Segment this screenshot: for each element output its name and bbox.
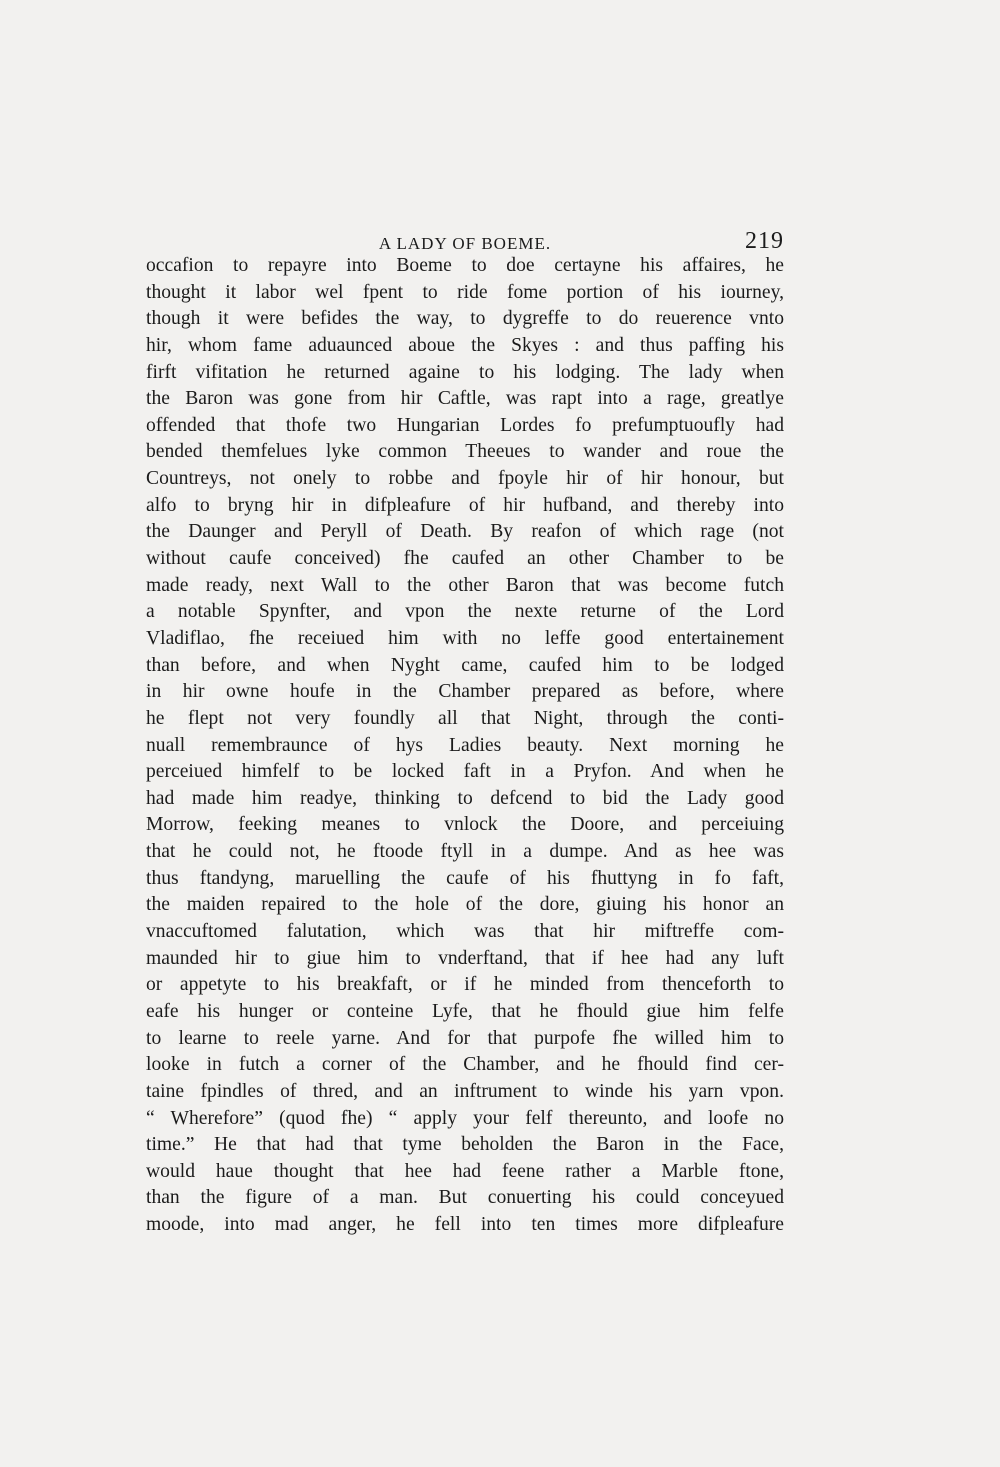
text-line: nuall remembraunce of hys Ladies beauty. Next morning he [146,734,784,756]
text-line: a notable Spynfter, and vpon the nexte returne of the Lord [146,601,784,623]
text-line: than the figure of a man. But conuerting his could conceyued [146,1187,784,1209]
text-line: “ Wherefore” (quod fhe) “ apply your felf thereunto, and loofe no [146,1107,784,1129]
text-line: he flept not very foundly all that Night, through the conti- [146,707,784,729]
text-line: moode, into mad anger, he fell into ten times more difpleafure [146,1214,784,1236]
text-line: without caufe conceived) fhe caufed an other Chamber to be [146,548,784,570]
text-line: Morrow, feeking meanes to vnlock the Doore, and perceiuing [146,814,784,836]
text-line: the Baron was gone from hir Caftle, was rapt into a rage, greatlye [146,388,784,410]
text-line: time.” He that had that tyme beholden the Baron in the Face, [146,1134,784,1156]
text-line: the maiden repaired to the hole of the dore, giuing his honor an [146,894,784,916]
text-line: or appetyte to his breakfaft, or if he minded from thenceforth to [146,974,784,996]
text-line: offended that thofe two Hungarian Lordes fo prefumptuoufly had [146,414,784,436]
text-line: thought it labor wel fpent to ride fome portion of his iourney, [146,281,784,303]
text-line: had made him readye, thinking to defcend to bid the Lady good [146,787,784,809]
text-line: Countreys, not onely to robbe and fpoyle hir of hir honour, but [146,468,784,490]
text-line: than before, and when Nyght came, caufed him to be lodged [146,654,784,676]
text-line: alfo to bryng hir in difpleafure of hir hufband, and thereby into [146,494,784,516]
text-line: looke in futch a corner of the Chamber, and he fhould find cer- [146,1054,784,1076]
text-line: occafion to repayre into Boeme to doe certayne his affaires, he [146,255,784,276]
text-line: bended themfelues lyke common Theeues to wander and roue the [146,441,784,463]
page-number: 219 [745,228,784,254]
text-line: thus ftandyng, maruelling the caufe of his fhuttyng in fo faft, [146,867,784,889]
text-line: eafe his hunger or conteine Lyfe, that he fhould giue him felfe [146,1000,784,1022]
running-title: A LADY OF BOEME. [378,234,552,253]
text-line: perceiued himfelf to be locked faft in a Pryfon. And when he [146,761,784,783]
text-line: taine fpindles of thred, and an inftrument to winde his yarn vpon. [146,1080,784,1102]
text-line: the Daunger and Peryll of Death. By reafon of which rage (not [146,521,784,543]
text-line: hir, whom fame aduaunced aboue the Skyes : and thus paffing his [146,334,784,356]
text-line: in hir owne houfe in the Chamber prepared as before, where [146,681,784,703]
text-line: would haue thought that hee had feene rather a Marble ftone, [146,1160,784,1182]
text-line: made ready, next Wall to the other Baron that was become futch [146,574,784,596]
text-line: vnaccuftomed falutation, which was that hir miftreffe com- [146,921,784,943]
text-line: though it were befides the way, to dygreffe to do reuerence vnto [146,308,784,330]
text-line: maunded hir to giue him to vnderftand, that if hee had any luft [146,947,784,969]
text-line: that he could not, he ftoode ftyll in a dumpe. And as hee was [146,841,784,863]
text-line: firft vifitation he returned againe to his lodging. The lady when [146,361,784,383]
text-line: Vladiflao, fhe receiued him with no leffe good entertainement [146,627,784,649]
body-text [146,253,784,1239]
text-line: to learne to reele yarne. And for that purpofe fhe willed him to [146,1027,784,1049]
